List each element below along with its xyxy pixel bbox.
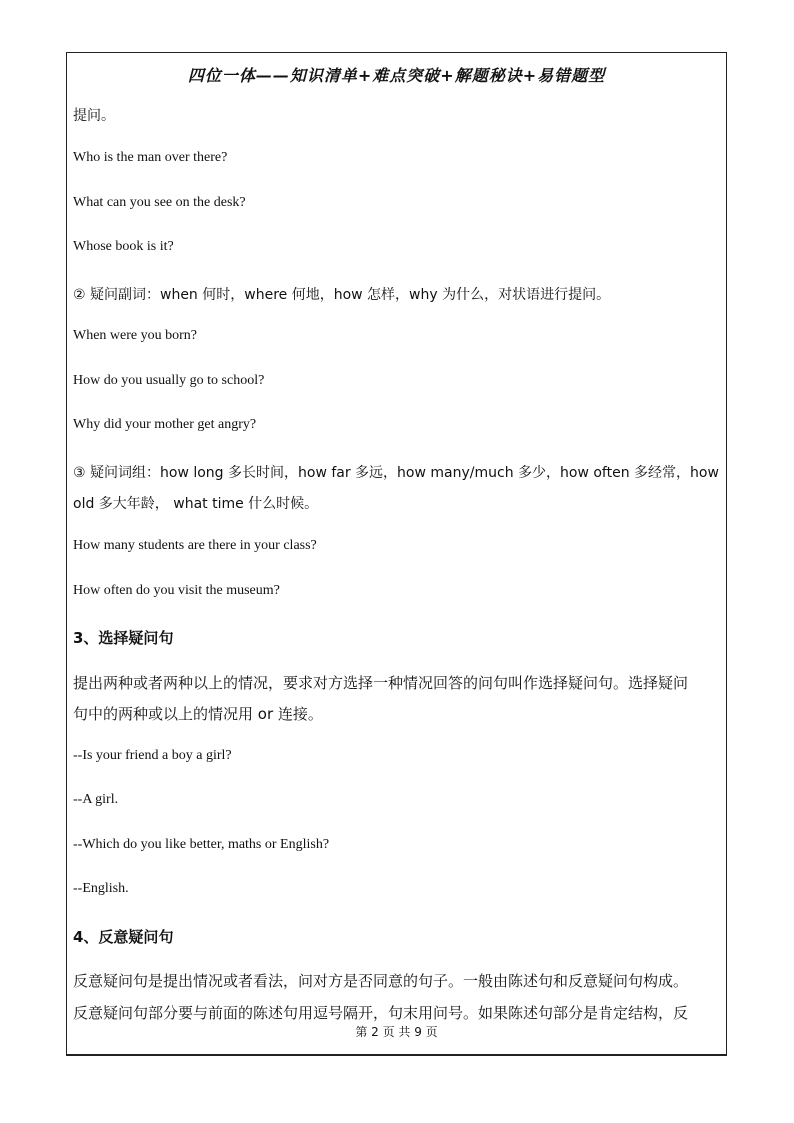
example-sentence: How many students are there in your class? [73,538,317,553]
paragraph-line: 反意疑问句部分要与前面的陈述句用逗号隔开，句末用问号。如果陈述句部分是肯定结构，反 [73,1004,689,1022]
example-dialogue: --English. [73,881,129,896]
example-dialogue: --Which do you like better, maths or English? [73,837,330,852]
example-sentence: Who is the man over there? [73,150,228,165]
page-frame [66,52,727,1056]
page-header-title: 四位一体——知识清单+难点突破+解题秘诀+易错题型 [187,65,606,85]
example-dialogue: --A girl. [73,792,119,807]
example-dialogue: --Is your friend a boy a girl? [73,748,232,763]
page-number: 第 2 页 共 9 页 [355,1025,438,1039]
section-heading-choice-question: 3、选择疑问句 [73,629,174,647]
text-line: 提问。 [73,108,115,124]
paragraph-line: 提出两种或者两种以上的情况，要求对方选择一种情况回答的问句叫作选择疑问句。选择疑问 [73,674,689,692]
section-heading-tag-question: 4、反意疑问句 [73,928,174,946]
example-sentence: Why did your mother get angry? [73,417,257,432]
rule-item-phrases-cont: old 多大年龄， what time 什么时候。 [73,496,319,512]
example-sentence: When were you born? [73,328,198,343]
rule-item-adverbs: ② 疑问副词：when 何时，where 何地，how 怎样，why 为什么，对状语进行提问。 [73,287,611,303]
rule-item-phrases: ③ 疑问词组：how long 多长时间，how far 多远，how many/much 多少，how often 多经常，how [73,465,719,481]
example-sentence: How do you usually go to school? [73,373,265,388]
example-sentence: What can you see on the desk? [73,195,246,210]
example-sentence: How often do you visit the museum? [73,583,280,598]
paragraph-line: 反意疑问句是提出情况或者看法，问对方是否同意的句子。一般由陈述句和反意疑问句构成。 [73,972,689,990]
paragraph-line: 句中的两种或以上的情况用 or 连接。 [73,705,323,723]
example-sentence: Whose book is it? [73,239,174,254]
